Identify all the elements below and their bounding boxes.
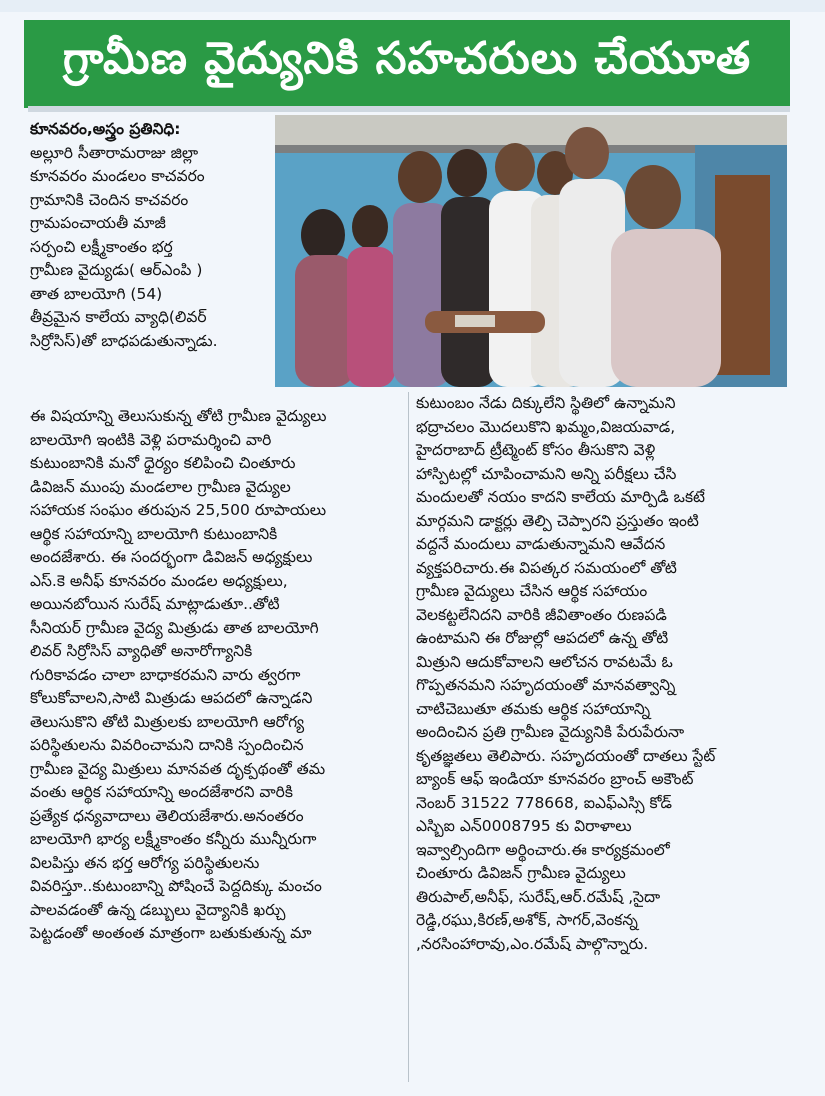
text-line: గ్రామీణ వైద్యుడు( ఆర్ఎంపి ) [30,261,203,279]
text-line: రెడ్డి,రఘు,కిరణ్,అశోక్, సాగర్,వెంకన్న [416,911,638,929]
text-line: గ్రామీణ వైద్య మిత్రులు మానవత దృక్పథంతో తమ [30,759,326,778]
text-line: బాలయోగి భార్య లక్ష్మీకాంతం కన్నీరు మున్నీరుగా [30,830,317,848]
text-line: ఈ విషయాన్ని తెలుసుకున్న తోటి గ్రామీణ వైద్యులు [30,407,327,425]
article-column-right [416,392,801,956]
text-line: వంతు ఆర్థిక సహాయాన్ని అందజేశారని వారికి [30,783,293,801]
text-line: అందించిన ప్రతి గ్రామీణ వైద్యునికి పేరుపేరునా [416,723,685,741]
text-line: తీవ్రమైన కాలేయ వ్యాధి(లివర్ [30,308,207,326]
text-line: ఎస్బిఐ ఎన్0008795 కు విరాళాలు [416,817,632,835]
text-line: కుటుంబానికి మనో ధైర్యం కలిపించి చింతూరు [30,454,296,472]
text-line: నెంబర్ 31522 778668, ఐఎఫ్ఎస్సి కోడ్ [416,793,672,812]
text-line: వివరిస్తూ..కుటుంబాన్ని పోషించే పెద్దదిక్కు మంచం [30,877,322,895]
headline-text: గ్రామీణ వైద్యునికి సహచరులు చేయూత [62,33,752,84]
text-line: విలపిస్తు తన భర్త ఆరోగ్య పరిస్థితులను [30,853,260,872]
text-line: చాటిచెబుతూ తమకు ఆర్థిక సహాయాన్ని [416,699,651,718]
headline-banner [24,20,790,108]
text-line: మందులతో నయం కాదని కాలేయ మార్పిడి ఒకటే [416,488,706,506]
text-line: భద్రాచలం మొదలుకొని ఖమ్మం,విజయవాడ, [416,417,676,436]
text-line: బాలయోగి ఇంటికి వెళ్లి పరామర్శించి వారి [30,430,272,449]
article-column-left-bottom [30,405,405,946]
text-line: వద్దనే మందులు వాడుతున్నామని ఆవేదన [416,535,666,553]
text-line: కోలుకోవాలని,సాటి మిత్రుడు ఆపదలో ఉన్నాడని [30,689,313,707]
text-line: డివిజన్ ముంపు మండలాల గ్రామీణ వైద్యుల [30,477,291,496]
text-line: గ్రామపంచాయతీ మాజీ [30,214,166,232]
text-line: చింతూరు డివిజన్ గ్రామీణ వైద్యులు [416,864,626,882]
text-line: వెలకట్టలేనిదని వారికి జీవితాంతం రుణపడి [416,605,667,624]
text-line: ,నరసింహారావు,ఎం.రమేష్ పాల్గొన్నారు. [416,934,649,953]
text-line: సిర్రోసిస్)తో బాధపడుతున్నాడు. [30,331,218,350]
text-line: వ్యక్తపరిచారు.ఈ విపత్కర సమయంలో తోటి [416,558,677,577]
text-line: పరిస్థితులను వివరించామని దానికి స్పందించిన [30,736,304,754]
text-line: గొప్పతనమని సహృదయంతో మానవత్వాన్ని [416,676,676,694]
text-line: పాలవడంతో ఉన్న డబ్బులు వైద్యానికి ఖర్చు [30,900,286,919]
headline-underline [28,106,790,112]
text-line: తిరుపాల్,అనీఫ్, సురేష్,ఆర్.రమేష్ ,సైదా [416,887,661,906]
news-photo [275,115,787,387]
text-line: ప్రత్యేక ధన్యవాదాలు తెలియజేశారు.అనంతరం [30,806,304,825]
text-line: లివర్ సిర్రోసిస్ వ్యాధితో అనారోగ్యానికి [30,642,253,660]
text-line: అయినబోయిన సురేష్ మాట్లాడుతూ..తోటి [30,595,280,613]
byline: కూనవరం,అస్త్రం ప్రతినిధి: [30,120,181,138]
column-divider [408,392,409,1082]
text-line: ఎస్.కె అనీఫ్ కూనవరం మండల అధ్యక్షులు, [30,571,288,590]
text-line: ఇవ్వాల్సిందిగా అర్థించారు.ఈ కార్యక్రమంలో [416,840,670,859]
text-line: అల్లూరి సీతారామరాజు జిల్లా [30,143,199,162]
text-line: గ్రామీణ వైద్యులు చేసిన ఆర్థిక సహాయం [416,582,648,600]
text-line: మార్గమని డాక్టర్లు తెల్పి చెప్పారని ప్రస్తుతం ఇంటి [416,511,699,530]
text-line: సర్పంచి లక్ష్మీకాంతం భర్త [30,237,173,256]
text-line: గ్రామానికి చెందిన కాచవరం [30,190,189,209]
text-line: మిత్రుని ఆదుకోవాలని ఆలోచన రావటమే ఓ [416,652,673,671]
news-photo-illustration [275,115,787,387]
text-line: సీనియర్ గ్రామీణ వైద్య మిత్రుడు తాత బాలయోగి [30,618,319,637]
text-line: సహాయక సంఘం తరుపున 25,500 రూపాయలు [30,501,327,519]
text-line: అందజేశారు. ఈ సందర్భంగా డివిజన్ అధ్యక్షులు [30,548,313,566]
top-margin-strip [0,0,825,12]
text-line: తెలుసుకొని తోటి మిత్రులకు బాలయోగి ఆరోగ్య [30,712,305,731]
article-column-left-top [30,118,270,353]
text-line: హైదరాబాద్ ట్రీట్మెంట్ కోసం తీసుకొని వెళ్లి [416,441,656,459]
text-line: ఆర్థిక సహాయాన్ని బాలయోగి కుటుంబానికి [30,524,278,543]
text-line: బ్యాంక్ ఆఫ్ ఇండియా కూనవరం బ్రాంచ్ అకౌంట్ [416,770,694,788]
text-line: గురికావడం చాలా బాధాకరమని వారు త్వరగా [30,665,301,684]
text-line: తాత బాలయోగి (54) [30,284,163,303]
text-line: కుటుంబం నేడు దిక్కులేని స్థితిలో ఉన్నామని [416,394,676,412]
text-line: హాస్పిటల్లో చూపించామని అన్ని పరీక్షలు చేసి [416,464,677,483]
text-line: పెట్టడంతో అంతంత మాత్రంగా బతుకుతున్న మా [30,924,312,942]
text-line: కూనవరం మండలం కాచవరం [30,167,205,185]
text-line: కృతజ్ఞతలు తెలిపారు. సహృదయంతో దాతలు స్టేట్ [416,746,716,765]
text-line: ఉంటామని ఈ రోజుల్లో ఆపదలో ఉన్న తోటి [416,629,669,647]
